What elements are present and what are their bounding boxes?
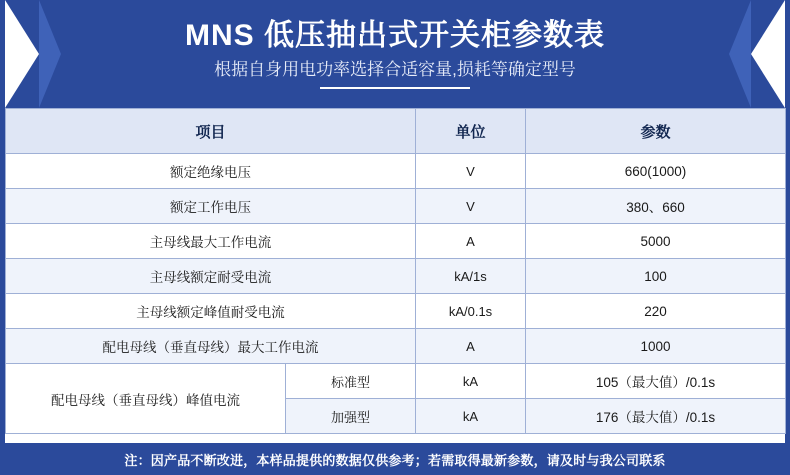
- cell-unit: A: [416, 224, 526, 259]
- subtitle-divider: [320, 87, 470, 89]
- spec-table: [5, 108, 786, 434]
- table-row: [6, 154, 786, 189]
- page-subtitle: 根据自身用电功率选择合适容量,损耗等确定型号: [214, 60, 576, 80]
- cell-unit: kA: [416, 364, 526, 399]
- table-header-row: [6, 109, 786, 154]
- cell-item: 主母线最大工作电流: [6, 224, 416, 259]
- chevron-left-inner-decor: [39, 0, 61, 108]
- cell-item-group: 配电母线（垂直母线）峰值电流: [6, 364, 286, 434]
- cell-subtype-label: 标准型: [286, 364, 416, 399]
- table-row: [6, 189, 786, 224]
- cell-value: 100: [526, 259, 786, 294]
- cell-value: 220: [526, 294, 786, 329]
- cell-value: 105（最大值）/0.1s: [526, 364, 786, 399]
- table-row: [6, 294, 786, 329]
- table-row: [6, 259, 786, 294]
- cell-unit: kA: [416, 399, 526, 434]
- column-header-item: 项目: [6, 109, 416, 154]
- table-row-grouped: [6, 364, 786, 399]
- chevron-right-outer-decor: [751, 0, 785, 108]
- cell-item: 主母线额定耐受电流: [6, 259, 416, 294]
- footer-note: 注：因产品不断改进，本样品提供的数据仅供参考；若需取得最新参数，请及时与我公司联系: [5, 443, 785, 475]
- table-header: [6, 109, 786, 154]
- cell-value: 1000: [526, 329, 786, 364]
- cell-subtype-label: 加强型: [286, 399, 416, 434]
- cell-unit: V: [416, 154, 526, 189]
- cell-value: 380、660: [526, 189, 786, 224]
- cell-value: 176（最大值）/0.1s: [526, 399, 786, 434]
- table-row: [6, 329, 786, 364]
- cell-unit: V: [416, 189, 526, 224]
- chevron-left-outer-decor: [5, 0, 39, 108]
- subtitle-block: [214, 59, 576, 89]
- cell-item: 额定工作电压: [6, 189, 416, 224]
- page-title: MNS 低压抽出式开关柜参数表: [185, 18, 605, 52]
- column-header-value: 参数: [526, 109, 786, 154]
- cell-unit: kA/0.1s: [416, 294, 526, 329]
- cell-item: 额定绝缘电压: [6, 154, 416, 189]
- cell-value: 660(1000): [526, 154, 786, 189]
- column-header-unit: 单位: [416, 109, 526, 154]
- cell-item: 配电母线（垂直母线）最大工作电流: [6, 329, 416, 364]
- table-row: [6, 224, 786, 259]
- header-text-block: [95, 0, 695, 108]
- cell-unit: A: [416, 329, 526, 364]
- chevron-right-inner-decor: [729, 0, 751, 108]
- cell-item: 主母线额定峰值耐受电流: [6, 294, 416, 329]
- header-banner: [5, 0, 785, 108]
- cell-value: 5000: [526, 224, 786, 259]
- cell-unit: kA/1s: [416, 259, 526, 294]
- table-body: [6, 154, 786, 434]
- spec-table-wrap: [5, 108, 785, 434]
